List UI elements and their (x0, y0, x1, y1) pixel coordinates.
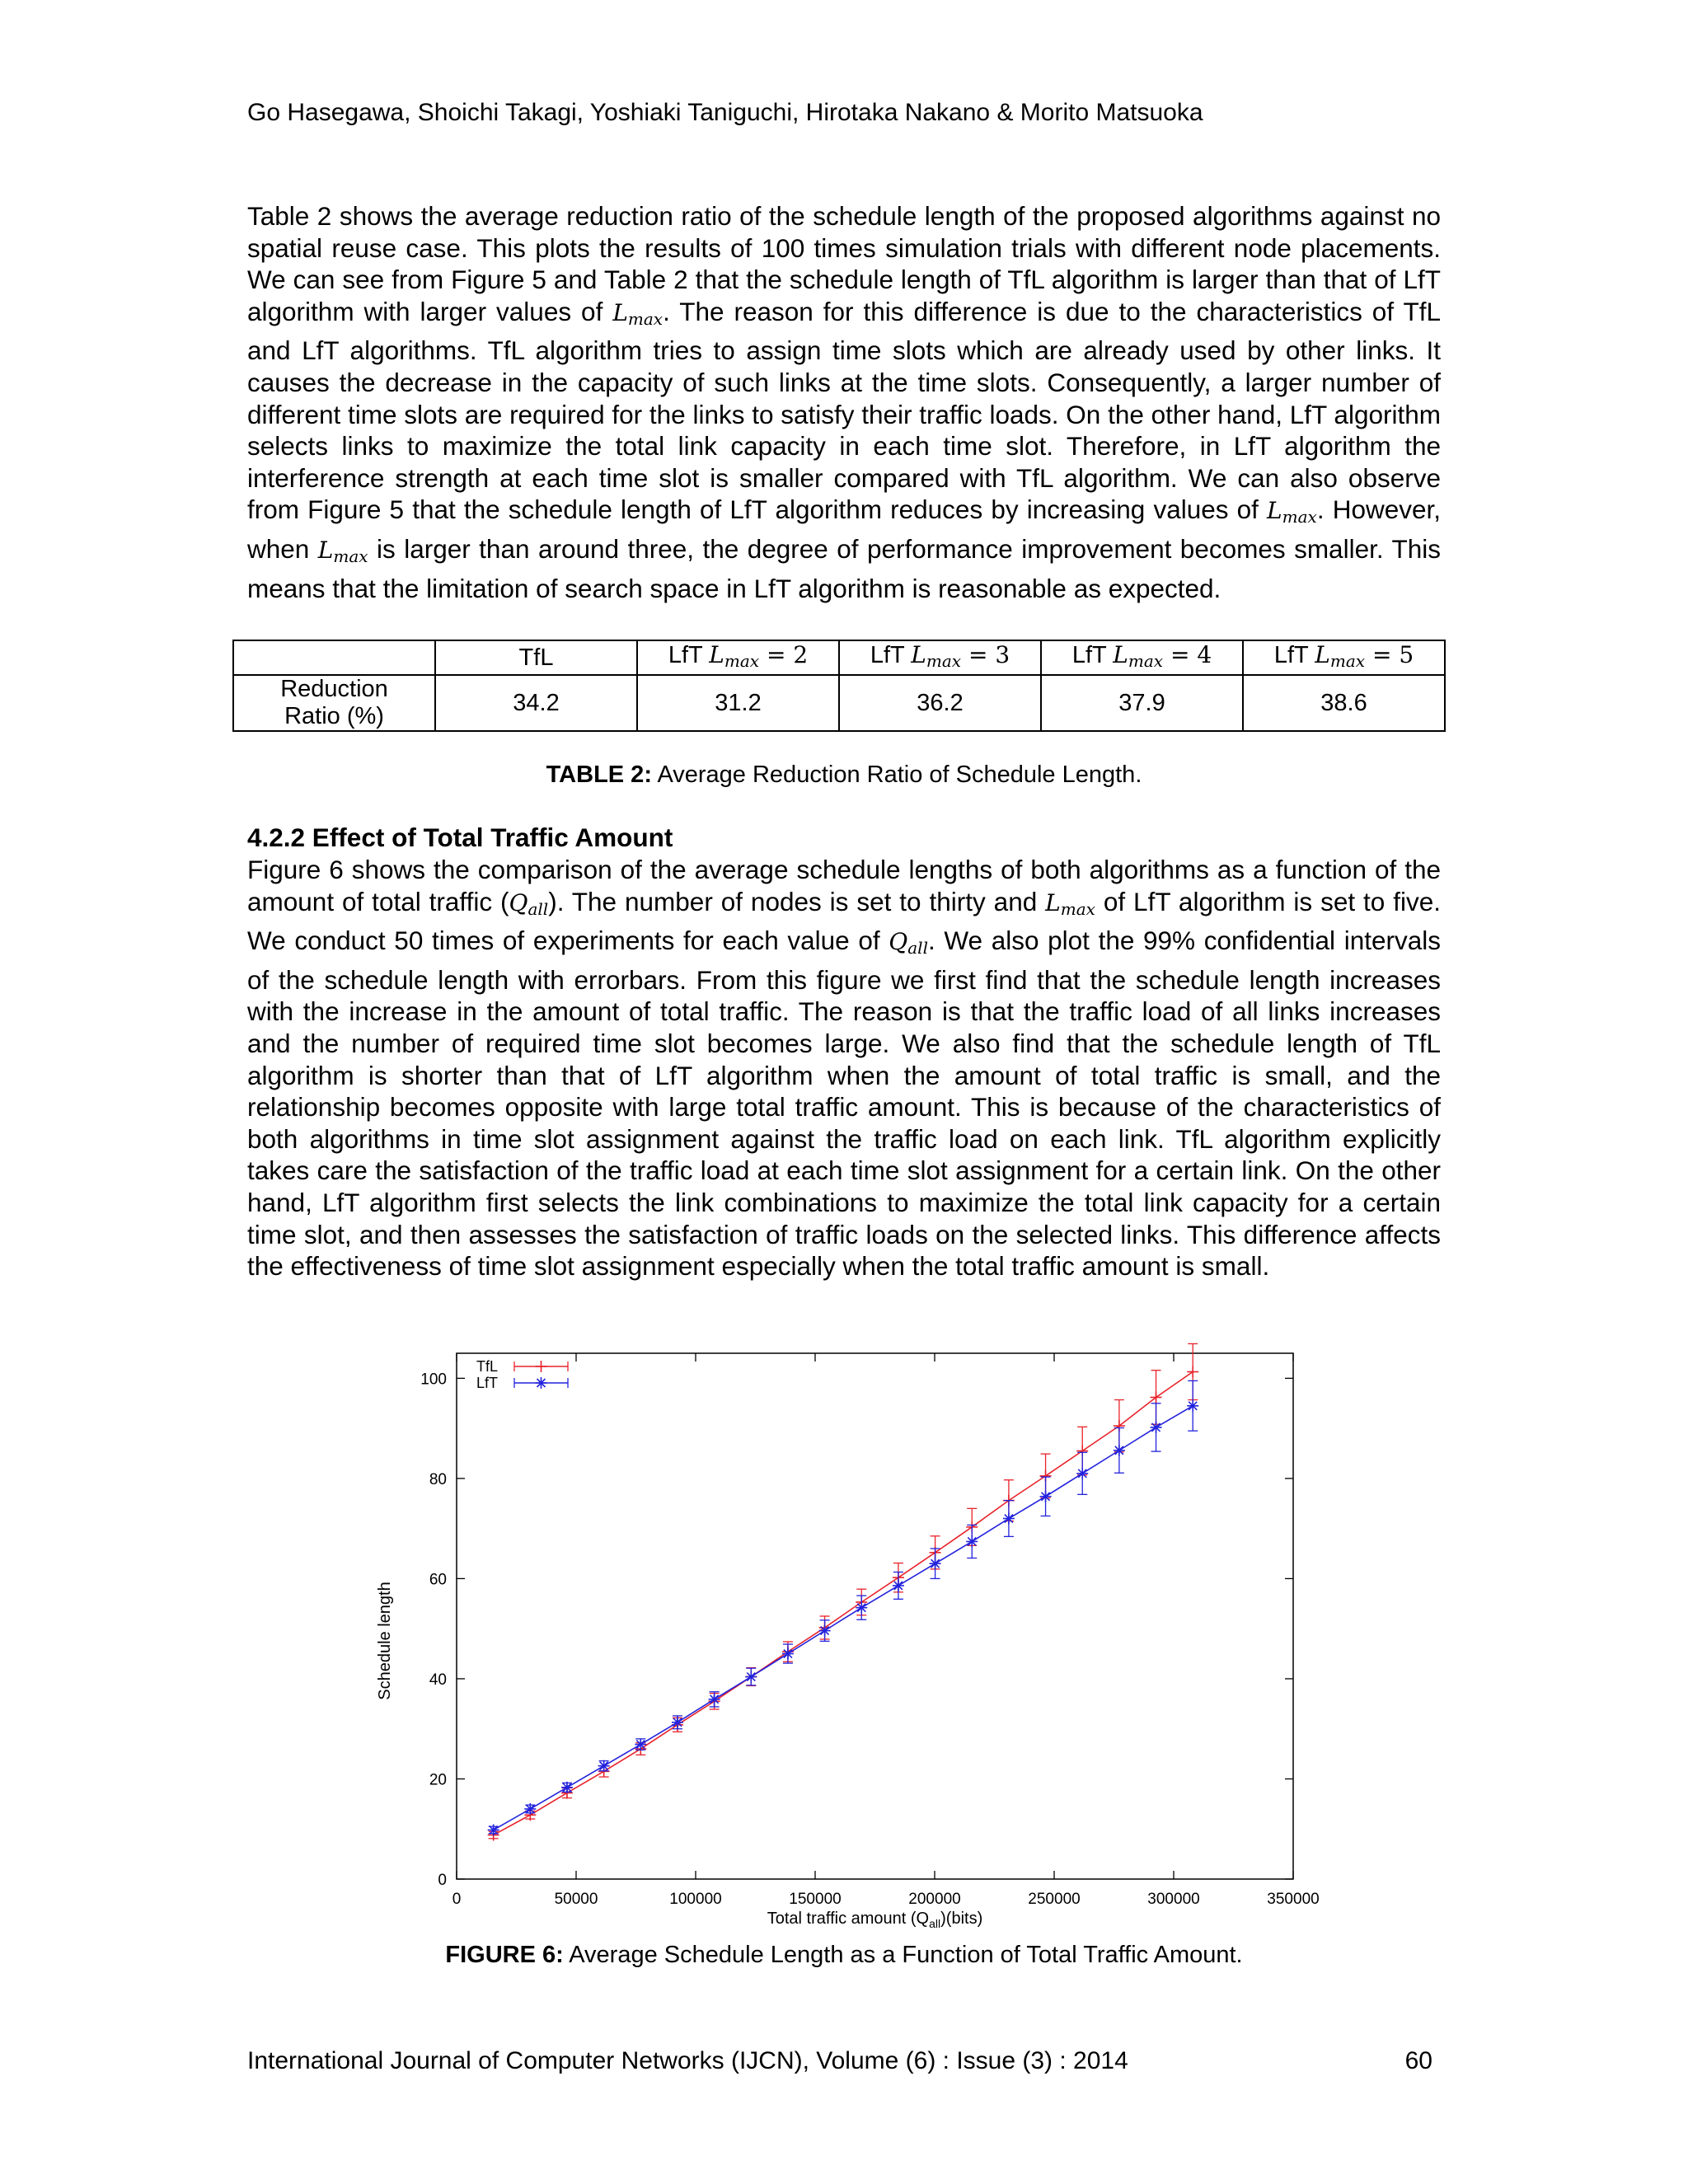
y-tick-label: 100 (420, 1371, 447, 1389)
value-cell: 37.9 (1041, 675, 1243, 731)
math-sub: max (1060, 898, 1095, 919)
data-point-marker (745, 1671, 757, 1683)
x-tick-label: 150000 (789, 1891, 842, 1908)
table-header-row (233, 640, 1445, 675)
caption-text: Average Schedule Length as a Function of Total Traffic Amount. (563, 1942, 1243, 1968)
y-tick-label: 0 (438, 1872, 447, 1889)
x-axis-label (767, 1910, 983, 1930)
text-span: is larger than around three, the degree of performance improvement becomes smaller. This means that the limitation of search space in LfT algorithm is reasonable as expected. (247, 533, 1441, 603)
math-eq: = 2 (759, 640, 809, 668)
data-point-marker (536, 1377, 547, 1389)
y-tick-label: 60 (429, 1571, 447, 1589)
x-tick-label: 50000 (554, 1891, 598, 1908)
legend-label: LfT (476, 1375, 499, 1391)
x-tick-label: 200000 (908, 1891, 961, 1908)
data-point-marker (1040, 1491, 1052, 1502)
math-lmax (612, 298, 663, 329)
header-cell-lft-3 (839, 640, 1041, 675)
text-span: Table 2 shows the average reduction ratio of the schedule length of the proposed algorithms against no spatial reuse case. This plots the results of 100 times simulation trials with different node placements. We can see from Figure 5 and Table 2 that the schedule length of TfL algorithm is larger than that of LfT algorithm with larger values of (247, 201, 1441, 326)
math-var: L (317, 536, 334, 564)
math-lmax (1113, 640, 1164, 671)
x-label-sub: all (929, 1917, 941, 1930)
math-lmax (318, 537, 368, 564)
data-point-marker (598, 1760, 610, 1772)
text-span: of LfT algorithm is set to five. We conduct 50 times of experiments for each value of (247, 886, 1441, 956)
y-tick-label: 20 (429, 1771, 447, 1789)
x-label-text: Total traffic amount (Q (767, 1910, 930, 1928)
header-cell-lft-2 (637, 640, 839, 675)
math-sub: max (333, 546, 368, 566)
y-tick-label: 40 (429, 1671, 447, 1689)
value-cell: 31.2 (637, 675, 839, 731)
paragraph-table2-discussion (247, 200, 1441, 604)
row-label-line: Reduction (280, 676, 388, 702)
data-point-marker (536, 1361, 547, 1372)
x-tick-label: 250000 (1028, 1891, 1081, 1908)
text-span: Figure 6 shows the comparison of the average schedule lengths of both algorithms as a function of the amount of total traffic ( (247, 855, 1441, 916)
data-point-marker (635, 1739, 646, 1750)
value-cell: 36.2 (839, 675, 1041, 731)
data-point-marker (1076, 1468, 1088, 1479)
math-var: Q (889, 928, 908, 956)
math-lmax (911, 640, 962, 671)
data-point-marker (672, 1717, 683, 1728)
math-eq: = 3 (961, 640, 1010, 668)
value-cell: 34.2 (435, 675, 637, 731)
data-point-marker (709, 1694, 720, 1705)
math-var: L (1045, 888, 1061, 916)
table-corner-cell (233, 640, 435, 675)
text-span: . The reason for this difference is due to the characteristics of TfL and LfT algorithms. TfL algorithm tries to assign time slots which are already used by other links. It causes the decrease in the capacity of such links at the time slots. Consequently, a larger number of different time slots are required for the links to satisfy their traffic loads. On the other hand, LfT algorithm selects links to maximize the total link capacity in each time slot. Therefore, in LfT algorithm the interference strength at each time slot is smaller compared with TfL algorithm. We can also observe from Figure 5 that the schedule length of LfT algorithm reduces by increasing values of (247, 296, 1441, 525)
math-var: Q (509, 888, 528, 916)
data-point-marker (1187, 1366, 1198, 1377)
schedule-length-chart (363, 1327, 1335, 1930)
legend-label: TfL (476, 1358, 499, 1375)
x-tick-label: 0 (452, 1891, 462, 1908)
plot-frame (457, 1353, 1293, 1879)
data-point-marker (966, 1535, 978, 1547)
paragraph-traffic-discussion (247, 854, 1441, 1282)
row-label-cell (233, 675, 435, 731)
data-point-marker (561, 1782, 573, 1793)
math-sub: max (724, 650, 760, 671)
math-var: L (709, 640, 724, 668)
math-qall (889, 928, 928, 958)
value-cell: 38.6 (1243, 675, 1445, 731)
text-span: . However, when (247, 494, 1442, 564)
x-tick-label: 350000 (1267, 1891, 1320, 1908)
x-tick-label: 100000 (669, 1891, 722, 1908)
y-axis-label: Schedule length (376, 1582, 394, 1700)
section-heading: 4.2.2 Effect of Total Traffic Amount (247, 823, 673, 852)
data-point-marker (1187, 1400, 1198, 1412)
data-point-marker (524, 1803, 536, 1815)
math-sub: all (907, 938, 928, 958)
header-text: LfT (870, 641, 912, 668)
text-span: ). The number of nodes is set to thirty and (548, 886, 1046, 916)
math-sub: max (1282, 507, 1317, 527)
caption-label: FIGURE 6: (445, 1942, 564, 1968)
data-point-marker (856, 1602, 867, 1614)
data-point-marker (1151, 1391, 1162, 1403)
math-var: L (911, 640, 926, 668)
math-eq: = 5 (1365, 640, 1414, 668)
math-lmax (1267, 497, 1317, 527)
table-row (233, 675, 1445, 731)
math-var: L (612, 298, 628, 326)
math-sub: max (627, 308, 663, 329)
math-sub: max (1329, 650, 1366, 671)
data-point-marker (488, 1824, 499, 1835)
data-point-marker (782, 1648, 794, 1660)
math-lmax (1315, 640, 1366, 671)
data-point-marker (893, 1580, 904, 1591)
header-cell-lft-4 (1041, 640, 1243, 675)
header-cell-lft-5 (1243, 640, 1445, 675)
caption-text: Average Reduction Ratio of Schedule Length. (651, 762, 1142, 788)
math-qall (509, 888, 549, 919)
header-text: LfT (1273, 641, 1315, 668)
data-point-marker (1114, 1445, 1125, 1456)
math-lmax (1045, 888, 1095, 919)
journal-footer: International Journal of Computer Networks (IJCN), Volume (6) : Issue (3) : 2014 (247, 2047, 1128, 2074)
math-sub: max (1128, 650, 1164, 671)
math-eq: = 4 (1163, 640, 1212, 668)
x-label-text: )(bits) (940, 1910, 983, 1928)
math-var: L (1315, 640, 1330, 668)
x-tick-label: 300000 (1147, 1891, 1200, 1908)
figure-caption (0, 1940, 1688, 1970)
caption-label: TABLE 2: (546, 762, 652, 788)
header-text: LfT (1071, 641, 1114, 668)
data-point-marker (930, 1558, 941, 1569)
math-lmax (709, 640, 760, 671)
data-point-marker (819, 1625, 831, 1637)
data-point-marker (1151, 1422, 1162, 1433)
running-header: Go Hasegawa, Shoichi Takagi, Yoshiaki Taniguchi, Hirotaka Nakano & Morito Matsuoka (247, 99, 1203, 126)
page-number: 60 (1404, 2047, 1432, 2074)
data-point-marker (1003, 1513, 1015, 1525)
header-cell-tfl: TfL (435, 640, 637, 675)
math-sub: max (926, 650, 962, 671)
header-text: LfT (668, 641, 710, 668)
reduction-ratio-table (232, 640, 1446, 732)
math-sub: all (528, 898, 549, 919)
math-var: L (1267, 497, 1282, 525)
y-tick-label: 80 (429, 1470, 447, 1488)
table-caption (0, 760, 1688, 790)
text-span: . We also plot the 99% confidential intervals of the schedule length with errorbars. From this figure we first find that the schedule length increases with the increase in the amount of total traffic. The reason is that the traffic load of all links increases and the number of required time slot becomes large. We also find that the schedule length of TfL algorithm is shorter than that of LfT algorithm when the amount of total traffic is small, and the relationship becomes opposite with large total traffic amount. This is because of the characteristics of both algorithms in time slot assignment against the traffic load on each link. TfL algorithm explicitly takes care the satisfaction of the traffic load at each time slot assignment for a certain link. On the other hand, LfT algorithm first selects the link combinations to maximize the total link capacity for a certain time slot, and then assesses the satisfaction of traffic loads on the selected links. This difference affects the effectiveness of time slot assignment especially when the total traffic amount is small. (247, 926, 1442, 1282)
row-label-line: Ratio (%) (284, 703, 384, 729)
math-var: L (1113, 640, 1128, 668)
